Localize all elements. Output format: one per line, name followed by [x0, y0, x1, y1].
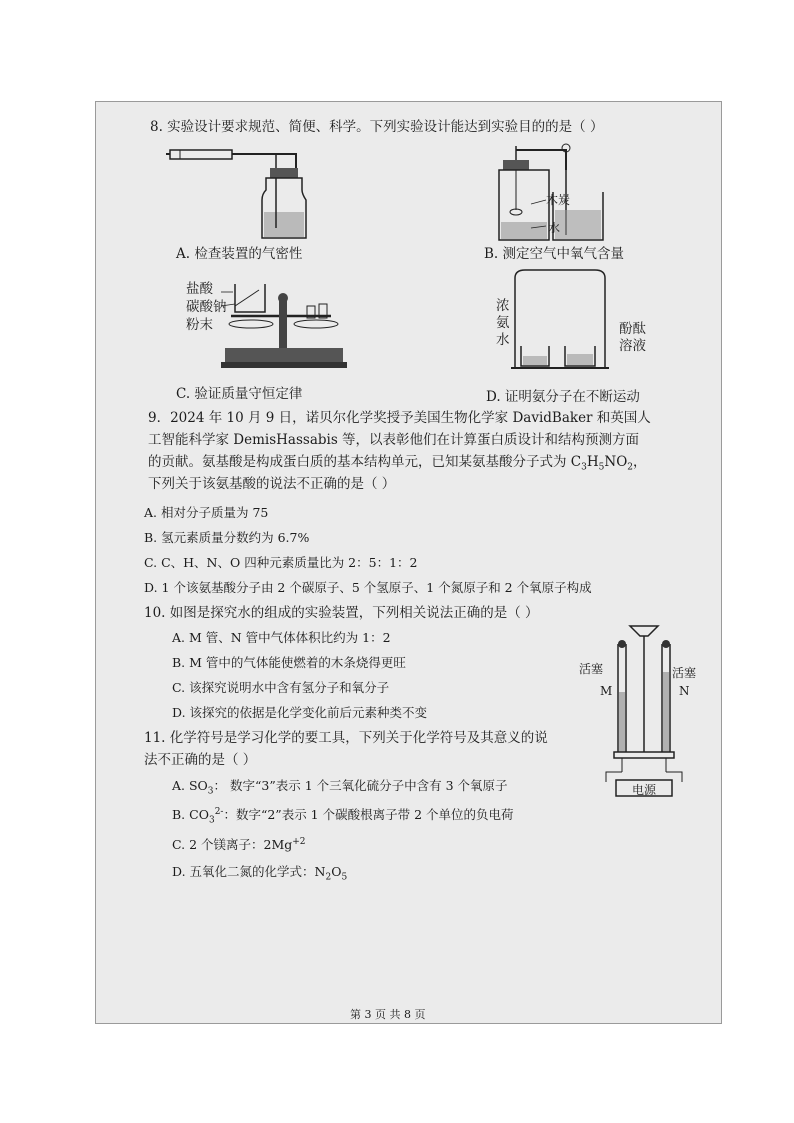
- q9-line4: 下列关于该氨基酸的说法不正确的是（ ）: [148, 476, 396, 492]
- q8-option-a: A. 检查装置的气密性: [176, 246, 303, 262]
- q10-option-b: B. M 管中的气体能使燃着的木条烧得更旺: [172, 655, 406, 670]
- exam-page: [95, 101, 722, 1024]
- q8-option-b: B. 测定空气中氧气含量: [484, 246, 625, 262]
- fig-b-label-water: 水: [548, 221, 561, 235]
- q11-option-a: A. $SO_3$： 数字“3”表示 1 个三氧化硫分子中含有 3 个氧原子: [172, 778, 508, 797]
- q9-line1: 9．2024 年 10 月 9 日，诺贝尔化学奖授予美国生物化学家 DavidBaker 和英国人: [148, 410, 651, 426]
- fig-d-label-ammonia: 氨: [496, 315, 510, 331]
- figure-c-balance: [221, 280, 361, 372]
- q10-option-c: C. 该探究说明水中含有氢分子和氧分子: [172, 680, 390, 695]
- figure-b-oxygen-content: [491, 140, 661, 245]
- q10-option-d: D. 该探究的依据是化学变化前后元素种类不变: [172, 705, 428, 720]
- q9-option-c: C. C、H、N、O 四种元素质量比为 2：5：1：2: [144, 555, 418, 570]
- q9-line2: 工智能科学家 DemisHassabis 等，以表彰他们在计算蛋白质设计和结构预测方面: [148, 432, 640, 448]
- q9-option-b: B. 氢元素质量分数约为 6.7%: [144, 530, 310, 545]
- fig10-n-label: N: [679, 684, 690, 698]
- q10-stem: 10. 如图是探究水的组成的实验装置，下列相关说法正确的是（ ）: [144, 605, 539, 621]
- fig-d-label-water: 水: [496, 332, 510, 348]
- fig10-stopcock-right: 活塞: [672, 666, 697, 680]
- page-footer: 第 3 页 共 8 页: [350, 1008, 426, 1021]
- fig10-power-label: 电源: [632, 783, 657, 797]
- q8-option-c: C. 验证质量守恒定律: [176, 386, 303, 402]
- fig-d-label-conc: 浓: [496, 298, 510, 314]
- q8-stem: 8. 实验设计要求规范、简便、科学。下列实验设计能达到实验目的的是（ ）: [150, 119, 604, 135]
- q11-line1: 11. 化学符号是学习化学的要工具，下列关于化学符号及其意义的说: [144, 730, 548, 746]
- q11-option-b: B. $CO_3^{2-}$：数字“2”表示 1 个碳酸根离子带 2 个单位的负电荷: [172, 807, 514, 826]
- q8-option-d: D. 证明氨分子在不断运动: [486, 389, 640, 405]
- fig-c-label-na2co3: 碳酸钠: [186, 299, 227, 315]
- q11-line2: 法不正确的是（ ）: [144, 752, 257, 768]
- figure-d-ammonia: [511, 268, 611, 368]
- fig-b-label-carbon: 木炭: [546, 193, 571, 207]
- fig-c-label-hcl: 盐酸: [186, 281, 213, 297]
- fig-d-label-phenol: 酚酞: [619, 321, 646, 337]
- figure-electrolysis: [596, 622, 706, 802]
- fig-d-label-solution: 溶液: [619, 338, 646, 354]
- q11-option-c: C. 2 个镁离子：$2Mg^{+2}$: [172, 837, 306, 853]
- q11-option-d: D. 五氧化二氮的化学式：$N_2O_5$: [172, 864, 348, 883]
- q10-option-a: A. M 管、N 管中气体体积比约为 1：2: [172, 630, 391, 645]
- figure-a-airtightness: [166, 142, 356, 242]
- q9-line3: 的贡献。氨基酸是构成蛋白质的基本结构单元，已知某氨基酸分子式为 $C_3H_5NO_2$，: [148, 454, 647, 473]
- fig10-m-label: M: [600, 684, 613, 698]
- fig-c-label-powder: 粉末: [186, 317, 213, 333]
- fig10-stopcock-left: 活塞: [579, 662, 604, 676]
- q9-option-d: D. 1 个该氨基酸分子由 2 个碳原子、5 个氢原子、1 个氮原子和 2 个氧原子构成: [144, 580, 592, 595]
- q9-option-a: A. 相对分子质量为 75: [144, 505, 269, 520]
